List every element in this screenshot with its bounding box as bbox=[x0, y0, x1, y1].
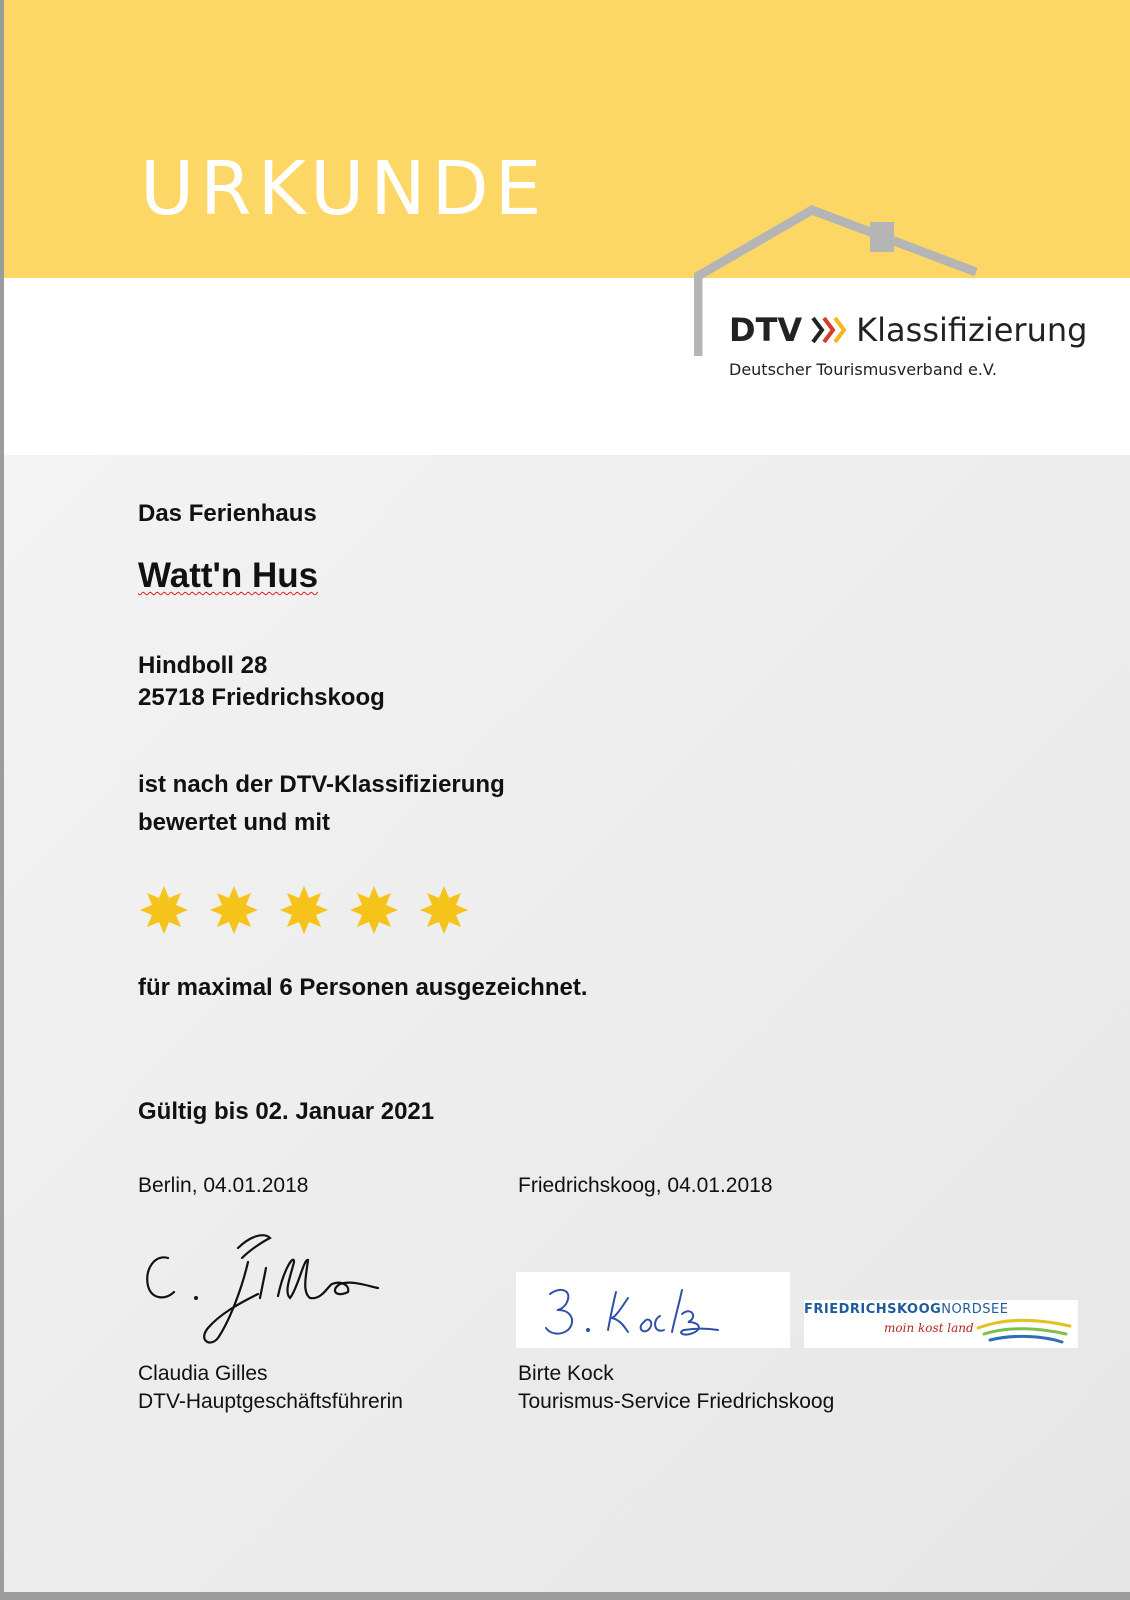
star-rating bbox=[140, 886, 468, 934]
dtv-logo-name: Klassifizierung bbox=[856, 311, 1088, 349]
friedrichskoog-nordsee-logo bbox=[804, 1300, 1078, 1348]
award-line-1: ist nach der DTV-Klassifizierung bbox=[138, 771, 505, 798]
property-name bbox=[138, 556, 318, 596]
dtv-logo-brand: DTV bbox=[729, 311, 803, 349]
left-place-date: Berlin, 04.01.2018 bbox=[138, 1174, 309, 1197]
max-persons-text: für maximal 6 Personen ausgezeichnet. bbox=[138, 974, 588, 1001]
signature-box-kock bbox=[516, 1272, 790, 1348]
right-signer-name-text: Birte Kock bbox=[518, 1362, 614, 1385]
signature-kock bbox=[532, 1278, 752, 1342]
chevron-icon bbox=[810, 314, 848, 346]
star-icon bbox=[350, 886, 398, 934]
partner-logo-text-b: NORDSEE bbox=[941, 1302, 1009, 1317]
left-signer-name-text: Claudia Gilles bbox=[138, 1362, 268, 1385]
star-icon bbox=[210, 886, 258, 934]
dtv-logo bbox=[729, 310, 1087, 350]
partner-logo-tagline: moin kost land bbox=[884, 1321, 974, 1335]
property-street bbox=[138, 652, 267, 680]
partner-logo-text-a: FRIEDRICHSKOOG bbox=[804, 1302, 942, 1317]
star-icon bbox=[280, 886, 328, 934]
dtv-logo-subtitle: Deutscher Tourismusverband e.V. bbox=[729, 360, 997, 379]
right-signer-name bbox=[518, 1362, 614, 1386]
property-street-text: Hindboll 28 bbox=[138, 652, 268, 679]
wave-icon bbox=[974, 1314, 1074, 1346]
valid-until: Gültig bis 02. Januar 2021 bbox=[138, 1098, 435, 1125]
left-signer-role: DTV-Hauptgeschäftsführerin bbox=[138, 1390, 403, 1413]
star-icon bbox=[420, 886, 468, 934]
certificate-page bbox=[4, 0, 1130, 1592]
property-city: 25718 Friedrichskoog bbox=[138, 684, 385, 711]
property-type-label: Das Ferienhaus bbox=[138, 500, 317, 527]
signature-gilles bbox=[138, 1228, 398, 1348]
right-signer-role: Tourismus-Service Friedrichskoog bbox=[518, 1390, 835, 1413]
left-signer-name bbox=[138, 1362, 268, 1386]
certificate-title: URKUNDE bbox=[140, 146, 548, 232]
right-place-date: Friedrichskoog, 04.01.2018 bbox=[518, 1174, 773, 1197]
award-line-2: bewertet und mit bbox=[138, 809, 331, 836]
star-icon bbox=[140, 886, 188, 934]
property-name-text: Watt'n Hus bbox=[138, 556, 319, 595]
